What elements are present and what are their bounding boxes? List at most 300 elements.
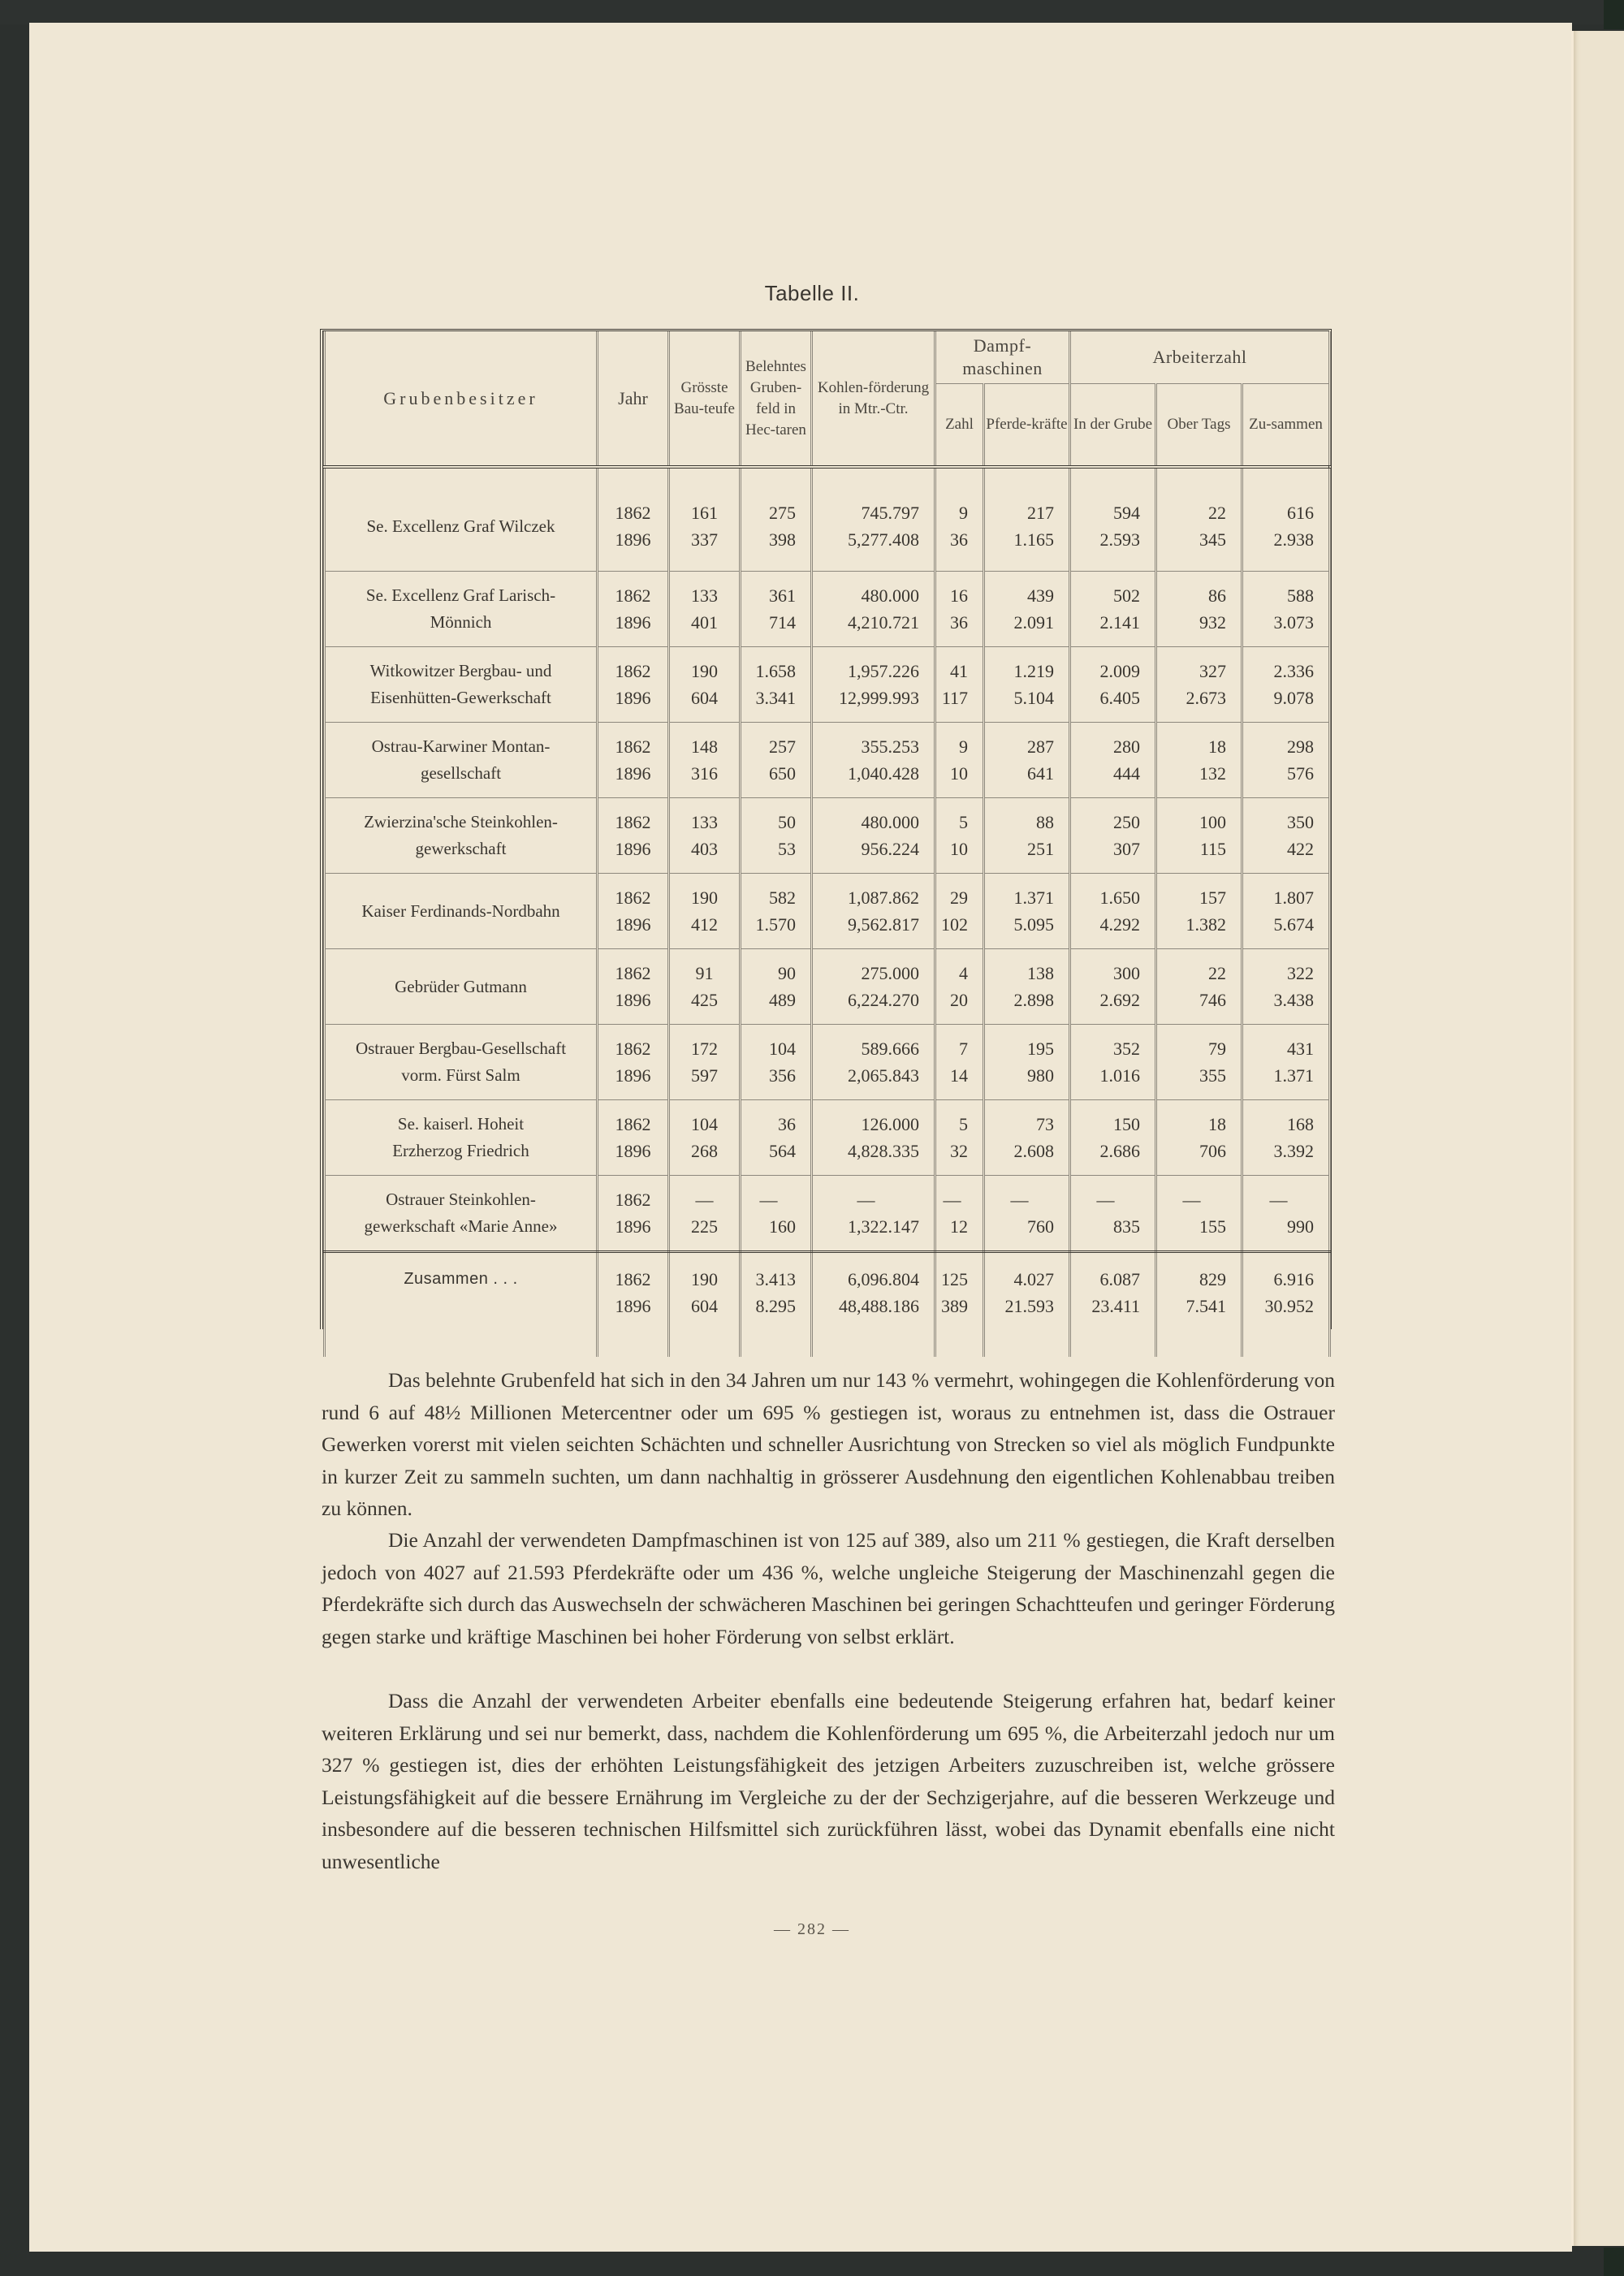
- table-row: [325, 874, 1330, 949]
- value-1896: 4,828.335: [848, 1141, 919, 1161]
- field-cell: [741, 647, 812, 723]
- value-1862: 157: [1199, 888, 1226, 908]
- depth-cell: [669, 1176, 741, 1252]
- value-1896: 307: [1113, 839, 1140, 859]
- output-cell: [812, 798, 935, 874]
- value-1896: 8.295: [755, 1296, 796, 1316]
- value-1896: 355: [1199, 1065, 1226, 1086]
- value-1896: 746: [1199, 990, 1226, 1010]
- output-cell: [812, 467, 935, 572]
- value-1896: 1.016: [1099, 1065, 1140, 1086]
- value-1896: 650: [769, 763, 796, 784]
- owner-cell: [325, 723, 598, 798]
- value-1862: 1.371: [1013, 888, 1054, 908]
- value-1896: 36: [950, 612, 968, 633]
- value-1896: 3.073: [1273, 612, 1315, 633]
- value-1862: 322: [1287, 963, 1315, 983]
- page-number: — 282 —: [774, 1920, 850, 1938]
- table-header: [325, 331, 1330, 467]
- value-1862: 588: [1287, 585, 1315, 606]
- value-1862: 73: [1036, 1114, 1054, 1134]
- value-1896: 1896: [615, 1065, 651, 1086]
- value-1862: 275: [769, 503, 796, 523]
- value-1896: 3.392: [1273, 1141, 1315, 1161]
- value-1896: 956.224: [861, 839, 919, 859]
- value-1896: 32: [950, 1141, 968, 1161]
- value-1896: 1.570: [755, 914, 796, 935]
- total-cell: [1242, 572, 1330, 647]
- value-1862: 352: [1113, 1039, 1140, 1059]
- value-1862: 16: [950, 585, 968, 606]
- value-1862: 195: [1027, 1039, 1054, 1059]
- value-1862: 2.009: [1099, 661, 1140, 681]
- value-1896: 401: [691, 612, 718, 633]
- horsepower-cell: [984, 723, 1070, 798]
- table-row: [325, 949, 1330, 1025]
- value-1896: 21.593: [1004, 1296, 1054, 1316]
- total-cell: [1242, 467, 1330, 572]
- value-1862: 355.253: [861, 736, 919, 757]
- value-1862: 3.413: [755, 1269, 796, 1289]
- value-1862: 275.000: [861, 963, 919, 983]
- field-cell: [741, 798, 812, 874]
- value-1896: 2.673: [1186, 688, 1226, 708]
- surface-cell: [1156, 572, 1242, 647]
- value-1896: 115: [1199, 839, 1226, 859]
- surface-cell: [1156, 467, 1242, 572]
- owner-name-line: Eisenhütten-Gewerkschaft: [370, 688, 551, 707]
- owner-cell: [325, 647, 598, 723]
- value-1862: 29: [950, 888, 968, 908]
- value-1896: 1896: [615, 529, 651, 550]
- owner-name-line: Se. Excellenz Graf Larisch-: [365, 585, 556, 605]
- value-1896: 1896: [615, 914, 651, 935]
- value-1862: 250: [1113, 812, 1140, 832]
- value-1862: 745.797: [861, 503, 919, 523]
- value-1896: 12: [950, 1216, 968, 1237]
- value-1896: 10: [950, 839, 968, 859]
- total-cell: [1242, 647, 1330, 723]
- output-cell: [812, 1252, 935, 1358]
- value-1862: —: [1269, 1190, 1288, 1210]
- value-1896: 20: [950, 990, 968, 1010]
- table-title: Tabelle II.: [764, 281, 860, 305]
- value-1862: 1862: [615, 1039, 651, 1059]
- value-1896: 132: [1199, 763, 1226, 784]
- value-1862: 1,087.862: [848, 888, 919, 908]
- header-surface: Ober Tags: [1156, 384, 1242, 468]
- owner-cell: [325, 1100, 598, 1176]
- value-1862: —: [1096, 1190, 1115, 1210]
- value-1862: 6.087: [1099, 1269, 1140, 1289]
- value-1896: 2.608: [1013, 1141, 1054, 1161]
- year-cell: [598, 467, 669, 572]
- surface-cell: [1156, 949, 1242, 1025]
- value-1862: 2.336: [1273, 661, 1315, 681]
- value-1862: 1.650: [1099, 888, 1140, 908]
- value-1896: 1.382: [1186, 914, 1226, 935]
- owner-name-line: Mönnich: [430, 612, 492, 632]
- year-cell: [598, 723, 669, 798]
- output-cell: [812, 1025, 935, 1100]
- owner-name-line: Ostrauer Bergbau-Gesellschaft: [355, 1039, 567, 1058]
- value-1862: 86: [1208, 585, 1226, 606]
- surface-cell: [1156, 647, 1242, 723]
- value-1896: 1896: [615, 839, 651, 859]
- owner-cell: [325, 798, 598, 874]
- scan-background-corner: [1604, 0, 1624, 29]
- value-1862: 439: [1027, 585, 1054, 606]
- owner-name-line: vorm. Fürst Salm: [401, 1065, 520, 1085]
- value-1862: 1862: [615, 1269, 651, 1289]
- value-1862: 502: [1113, 585, 1140, 606]
- underground-cell: [1070, 798, 1156, 874]
- value-1862: 594: [1113, 503, 1140, 523]
- field-cell: [741, 1176, 812, 1252]
- value-1896: 9,562.817: [848, 914, 919, 935]
- value-1896: 316: [691, 763, 718, 784]
- table-row: [325, 647, 1330, 723]
- horsepower-cell: [984, 467, 1070, 572]
- value-1896: 932: [1199, 612, 1226, 633]
- value-1896: 2,065.843: [848, 1065, 919, 1086]
- horsepower-cell: [984, 1025, 1070, 1100]
- steam-count-cell: [935, 1176, 984, 1252]
- table-row: [325, 798, 1330, 874]
- value-1862: 1862: [615, 888, 651, 908]
- value-1862: —: [1010, 1190, 1029, 1210]
- value-1862: 22: [1208, 963, 1226, 983]
- value-1896: 268: [691, 1141, 718, 1161]
- value-1896: 3.438: [1273, 990, 1315, 1010]
- owner-name-line: Zwierzina'sche Steinkohlen-: [364, 812, 558, 831]
- value-1896: 36: [950, 529, 968, 550]
- owner-name-line: Kaiser Ferdinands-Nordbahn: [361, 900, 560, 921]
- header-steam-engines: Dampf-maschinen: [935, 331, 1070, 384]
- value-1896: 5,277.408: [848, 529, 919, 550]
- value-1896: 1896: [615, 688, 651, 708]
- value-1896: 1896: [615, 1141, 651, 1161]
- underground-cell: [1070, 874, 1156, 949]
- owner-cell: [325, 572, 598, 647]
- value-1896: 117: [941, 688, 968, 708]
- value-1896: 1896: [615, 763, 651, 784]
- depth-cell: [669, 1100, 741, 1176]
- underground-cell: [1070, 1252, 1156, 1358]
- paragraph-text: Die Anzahl der verwendeten Dampfmaschinen ist von 125 auf 389, also um 211 % gestiegen, die Kraft derselben jedoch von 4027 auf 21.593 Pferdekräfte oder um 436 %, welche ungleiche Steigerung der Maschinenzahl gegen die Pferdekräfte sich durch das Auswechseln der schwächeren Maschinen bei geringen Schachtteufen und geringer Förderung gegen starke und kräftige Maschinen bei hoher Förderung von selbst erklärt.: [322, 1528, 1335, 1648]
- value-1896: 5.674: [1273, 914, 1315, 935]
- value-1896: 53: [778, 839, 796, 859]
- value-1896: 2.692: [1099, 990, 1140, 1010]
- value-1862: 431: [1287, 1039, 1315, 1059]
- value-1862: —: [695, 1190, 714, 1210]
- value-1896: 990: [1287, 1216, 1315, 1237]
- value-1896: 1896: [615, 612, 651, 633]
- underground-cell: [1070, 723, 1156, 798]
- owner-name-line: Se. kaiserl. Hoheit: [397, 1114, 525, 1134]
- total-cell: [1242, 1100, 1330, 1176]
- value-1862: 41: [950, 661, 968, 681]
- value-1862: 1862: [615, 812, 651, 832]
- value-1862: 161: [691, 503, 718, 523]
- owner-name-line: Zusammen . . .: [404, 1270, 518, 1288]
- mining-statistics-table: [323, 331, 1331, 1357]
- year-cell: [598, 572, 669, 647]
- value-1896: 337: [691, 529, 718, 550]
- output-cell: [812, 949, 935, 1025]
- value-1896: 604: [691, 1296, 718, 1316]
- value-1862: 1.658: [755, 661, 796, 681]
- underground-cell: [1070, 647, 1156, 723]
- value-1862: —: [857, 1190, 875, 1210]
- year-cell: [598, 874, 669, 949]
- value-1896: 225: [691, 1216, 718, 1237]
- depth-cell: [669, 647, 741, 723]
- value-1862: 190: [691, 888, 718, 908]
- output-cell: [812, 1100, 935, 1176]
- value-1862: 22: [1208, 503, 1226, 523]
- owner-name-line: Witkowitzer Bergbau- und: [369, 661, 552, 680]
- value-1862: 616: [1287, 503, 1315, 523]
- value-1896: 980: [1027, 1065, 1054, 1086]
- value-1896: 2.593: [1099, 529, 1140, 550]
- value-1862: 582: [769, 888, 796, 908]
- value-1896: 576: [1287, 763, 1315, 784]
- value-1896: 1,040.428: [848, 763, 919, 784]
- surface-cell: [1156, 798, 1242, 874]
- year-cell: [598, 949, 669, 1025]
- value-1896: 4.292: [1099, 914, 1140, 935]
- header-steam-count: Zahl: [935, 384, 984, 468]
- value-1862: 168: [1287, 1114, 1315, 1134]
- value-1862: 1,957.226: [848, 661, 919, 681]
- steam-count-cell: [935, 1252, 984, 1358]
- value-1862: 36: [778, 1114, 796, 1134]
- value-1862: 480.000: [861, 585, 919, 606]
- value-1896: 6.405: [1099, 688, 1140, 708]
- value-1896: 9.078: [1273, 688, 1315, 708]
- value-1896: 597: [691, 1065, 718, 1086]
- value-1896: 1,322.147: [848, 1216, 919, 1237]
- value-1862: 217: [1027, 503, 1054, 523]
- table-row: [325, 1100, 1330, 1176]
- header-total-workers: Zu-sammen: [1242, 384, 1330, 468]
- table-row: [325, 1176, 1330, 1252]
- surface-cell: [1156, 1025, 1242, 1100]
- value-1862: 1862: [615, 661, 651, 681]
- value-1896: 10: [950, 763, 968, 784]
- data-table-frame: [320, 329, 1332, 1329]
- value-1862: 298: [1287, 736, 1315, 757]
- value-1896: 7.541: [1186, 1296, 1226, 1316]
- table-row: [325, 467, 1330, 572]
- horsepower-cell: [984, 572, 1070, 647]
- depth-cell: [669, 1025, 741, 1100]
- field-cell: [741, 949, 812, 1025]
- value-1896: 102: [941, 914, 968, 935]
- owner-name-line: Erzherzog Friedrich: [392, 1141, 529, 1160]
- value-1896: 2.091: [1013, 612, 1054, 633]
- owner-cell: [325, 1176, 598, 1252]
- value-1896: 14: [950, 1065, 968, 1086]
- value-1862: 100: [1199, 812, 1226, 832]
- value-1896: 4,210.721: [848, 612, 919, 633]
- output-cell: [812, 1176, 935, 1252]
- value-1862: 480.000: [861, 812, 919, 832]
- total-cell: [1242, 874, 1330, 949]
- horsepower-cell: [984, 647, 1070, 723]
- total-cell: [1242, 1176, 1330, 1252]
- total-cell: [1242, 798, 1330, 874]
- value-1862: 1862: [615, 503, 651, 523]
- value-1896: 30.952: [1264, 1296, 1315, 1316]
- next-page-edge: [1571, 31, 1624, 2246]
- paragraph-text: Dass die Anzahl der verwendeten Arbeiter ebenfalls eine bedeutende Steigerung erfahren hat, bedarf keiner weiteren Erklärung und sei nur bemerkt, dass, nachdem die Kohlenförderung um 695 %, die Arbeiterzahl jedoch nur um 327 % gestiegen ist, dies der erhöhten Leistungsfähigkeit des jetzigen Arbeiters zuzuschreiben ist, welche grössere Leistungsfähigkeit auf die bessere Ernährung im Vergleiche zu der der Sechzigerjahre, auf die besseren Werkzeuge und insbesondere auf die besseren technischen Hilfsmittel sich zurückführen lässt, wobei das Dynamit ebenfalls eine nicht unwesentliche: [322, 1689, 1335, 1873]
- horsepower-cell: [984, 1252, 1070, 1358]
- value-1862: 91: [695, 963, 714, 983]
- steam-count-cell: [935, 1100, 984, 1176]
- owner-name-line: Ostrau-Karwiner Montan-: [371, 736, 551, 756]
- value-1862: 133: [691, 585, 718, 606]
- value-1896: 641: [1027, 763, 1054, 784]
- value-1862: —: [943, 1190, 961, 1210]
- value-1862: 150: [1113, 1114, 1140, 1134]
- value-1896: 160: [769, 1216, 796, 1237]
- value-1896: 251: [1027, 839, 1054, 859]
- underground-cell: [1070, 1100, 1156, 1176]
- value-1862: 4: [959, 963, 968, 983]
- value-1862: 1.219: [1013, 661, 1054, 681]
- steam-count-cell: [935, 874, 984, 949]
- steam-count-cell: [935, 647, 984, 723]
- value-1862: 126.000: [861, 1114, 919, 1134]
- owner-cell: [325, 1025, 598, 1100]
- value-1896: 48,488.186: [839, 1296, 919, 1316]
- owner-cell: [325, 874, 598, 949]
- value-1896: 403: [691, 839, 718, 859]
- depth-cell: [669, 467, 741, 572]
- value-1896: 444: [1113, 763, 1140, 784]
- value-1896: 604: [691, 688, 718, 708]
- underground-cell: [1070, 1025, 1156, 1100]
- depth-cell: [669, 572, 741, 647]
- field-cell: [741, 467, 812, 572]
- value-1862: 18: [1208, 1114, 1226, 1134]
- header-depth: Grösste Bau-teufe: [669, 331, 741, 467]
- scan-background: [0, 0, 1624, 24]
- value-1862: —: [1182, 1190, 1201, 1210]
- owner-name-line: gewerkschaft «Marie Anne»: [364, 1216, 558, 1236]
- value-1896: 425: [691, 990, 718, 1010]
- value-1862: 287: [1027, 736, 1054, 757]
- value-1896: 389: [941, 1296, 968, 1316]
- header-horsepower: Pferde-kräfte: [984, 384, 1070, 468]
- value-1862: 104: [769, 1039, 796, 1059]
- output-cell: [812, 874, 935, 949]
- owner-name-line: Ostrauer Steinkohlen-: [386, 1190, 536, 1209]
- value-1896: 398: [769, 529, 796, 550]
- year-cell: [598, 1025, 669, 1100]
- value-1862: 9: [959, 503, 968, 523]
- output-cell: [812, 647, 935, 723]
- value-1862: 138: [1027, 963, 1054, 983]
- table-row: [325, 572, 1330, 647]
- steam-count-cell: [935, 723, 984, 798]
- value-1862: 190: [691, 661, 718, 681]
- value-1896: 2.141: [1099, 612, 1140, 633]
- value-1896: 23.411: [1091, 1296, 1140, 1316]
- header-year: Jahr: [598, 331, 669, 467]
- value-1862: 6.916: [1273, 1269, 1315, 1289]
- value-1862: 589.666: [861, 1039, 919, 1059]
- horsepower-cell: [984, 874, 1070, 949]
- owner-name-line: Gebrüder Gutmann: [395, 976, 527, 996]
- depth-cell: [669, 798, 741, 874]
- total-cell: [1242, 723, 1330, 798]
- value-1896: 1896: [615, 1296, 651, 1316]
- surface-cell: [1156, 1252, 1242, 1358]
- value-1862: 4.027: [1013, 1269, 1054, 1289]
- value-1862: 148: [691, 736, 718, 757]
- value-1862: —: [759, 1190, 778, 1210]
- paragraph-2: [322, 1524, 1335, 1652]
- table-row: [325, 1025, 1330, 1100]
- value-1862: 9: [959, 736, 968, 757]
- value-1862: 1862: [615, 1114, 651, 1134]
- header-output: Kohlen-förderung in Mtr.-Ctr.: [812, 331, 935, 467]
- field-cell: [741, 874, 812, 949]
- underground-cell: [1070, 949, 1156, 1025]
- value-1862: 5: [959, 1114, 968, 1134]
- value-1896: 2.686: [1099, 1141, 1140, 1161]
- field-cell: [741, 723, 812, 798]
- steam-count-cell: [935, 1025, 984, 1100]
- header-field: Belehntes Gruben-feld in Hec-taren: [741, 331, 812, 467]
- output-cell: [812, 723, 935, 798]
- owner-cell: [325, 1252, 598, 1358]
- value-1862: 88: [1036, 812, 1054, 832]
- year-cell: [598, 798, 669, 874]
- value-1862: 90: [778, 963, 796, 983]
- value-1896: 12,999.993: [839, 688, 919, 708]
- scan-background-corner: [1604, 2248, 1624, 2276]
- value-1896: 706: [1199, 1141, 1226, 1161]
- horsepower-cell: [984, 1100, 1070, 1176]
- table-body: [325, 467, 1330, 1357]
- value-1896: 2.898: [1013, 990, 1054, 1010]
- value-1862: 7: [959, 1039, 968, 1059]
- paragraph-text: Das belehnte Grubenfeld hat sich in den 34 Jahren um nur 143 % vermehrt, wohingegen die Kohlenförderung von rund 6 auf 48½ Millionen Metercentner oder um 695 % gestiegen ist, woraus zu entnehmen ist, dass die Ostrauer Gewerken vorerst mit vielen seichten Schächten und schneller Ausrichtung von Strecken so viel als möglich Fundpunkte in kurzer Zeit zu sammeln suchten, um dann nachhaltig in grösserer Ausdehnung den eigentlichen Kohlenabbau treiben zu können.: [322, 1368, 1335, 1520]
- value-1862: 79: [1208, 1039, 1226, 1059]
- owner-name-line: Se. Excellenz Graf Wilczek: [366, 516, 555, 536]
- value-1862: 5: [959, 812, 968, 832]
- year-cell: [598, 1100, 669, 1176]
- field-cell: [741, 1252, 812, 1358]
- field-cell: [741, 572, 812, 647]
- horsepower-cell: [984, 798, 1070, 874]
- owner-name-line: gesellschaft: [420, 763, 502, 783]
- value-1896: 835: [1113, 1216, 1140, 1237]
- steam-count-cell: [935, 949, 984, 1025]
- total-cell: [1242, 949, 1330, 1025]
- total-cell: [1242, 1025, 1330, 1100]
- table-total-row: [325, 1252, 1330, 1358]
- depth-cell: [669, 723, 741, 798]
- surface-cell: [1156, 874, 1242, 949]
- horsepower-cell: [984, 949, 1070, 1025]
- year-cell: [598, 1176, 669, 1252]
- value-1862: 350: [1287, 812, 1315, 832]
